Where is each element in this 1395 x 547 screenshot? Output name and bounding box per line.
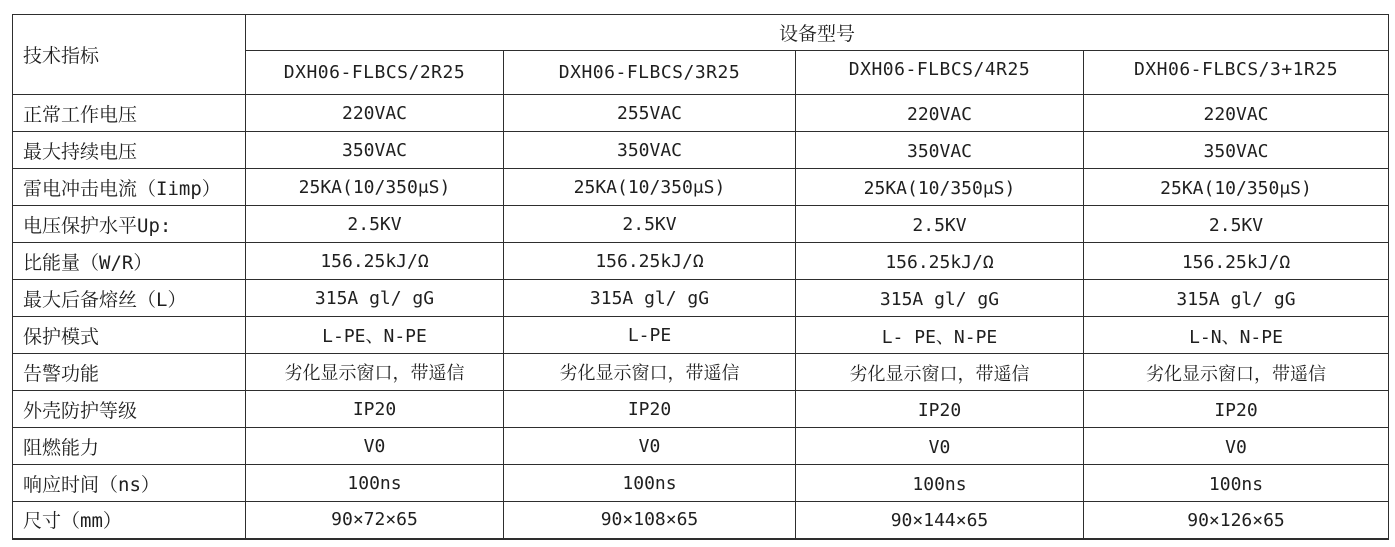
model-header-cell: DXH06-FLBCS/3R25: [504, 51, 796, 95]
spec-label-cell: 外壳防护等级: [13, 391, 246, 428]
spec-value-cell: 劣化显示窗口，带遥信: [504, 354, 796, 391]
spec-value-cell: 2.5KV: [1084, 206, 1389, 243]
spec-value-cell: 25KA(10/350μS): [796, 169, 1084, 206]
spec-label-cell: 正常工作电压: [13, 95, 246, 132]
spec-value-cell: IP20: [504, 391, 796, 428]
table-row: [13, 206, 1389, 243]
spec-value-cell: 劣化显示窗口，带遥信: [1084, 354, 1389, 391]
spec-value-cell: 350VAC: [504, 132, 796, 169]
spec-value-cell: V0: [504, 428, 796, 465]
spec-value-cell: L-PE、N-PE: [246, 317, 504, 354]
spec-value-cell: 220VAC: [1084, 95, 1389, 132]
spec-value-cell: 156.25kJ/Ω: [246, 243, 504, 280]
table-row: [13, 317, 1389, 354]
spec-value-cell: 315A gl/ gG: [504, 280, 796, 317]
spec-label-cell: 电压保护水平Up:: [13, 206, 246, 243]
spec-value-cell: 156.25kJ/Ω: [796, 243, 1084, 280]
spec-value-cell: 90×72×65: [246, 502, 504, 539]
table-row: [13, 502, 1389, 539]
spec-value-cell: 315A gl/ gG: [246, 280, 504, 317]
table-row: [13, 465, 1389, 502]
spec-value-cell: 90×144×65: [796, 502, 1084, 539]
spec-label-cell: 最大后备熔丝（L）: [13, 280, 246, 317]
spec-value-cell: 90×126×65: [1084, 502, 1389, 539]
header-group-row: [13, 15, 1389, 51]
spec-value-cell: 25KA(10/350μS): [504, 169, 796, 206]
spec-value-cell: 156.25kJ/Ω: [504, 243, 796, 280]
table-row: [13, 354, 1389, 391]
spec-value-cell: L-PE: [504, 317, 796, 354]
spec-value-cell: 350VAC: [246, 132, 504, 169]
spec-value-cell: IP20: [246, 391, 504, 428]
spec-table-container: [12, 14, 1389, 540]
spec-value-cell: 350VAC: [796, 132, 1084, 169]
spec-value-cell: IP20: [796, 391, 1084, 428]
spec-value-cell: L-N、N-PE: [1084, 317, 1389, 354]
spec-value-cell: 劣化显示窗口，带遥信: [796, 354, 1084, 391]
spec-value-cell: 90×108×65: [504, 502, 796, 539]
spec-value-cell: 100ns: [246, 465, 504, 502]
spec-value-cell: 2.5KV: [504, 206, 796, 243]
table-row: [13, 132, 1389, 169]
spec-value-cell: 315A gl/ gG: [1084, 280, 1389, 317]
table-row: [13, 95, 1389, 132]
table-row: [13, 280, 1389, 317]
spec-value-cell: 156.25kJ/Ω: [1084, 243, 1389, 280]
spec-label-cell: 响应时间（ns）: [13, 465, 246, 502]
group-header-cell: 设备型号: [246, 15, 1389, 51]
spec-value-cell: 劣化显示窗口，带遥信: [246, 354, 504, 391]
spec-value-cell: 255VAC: [504, 95, 796, 132]
spec-value-cell: 220VAC: [246, 95, 504, 132]
model-header-cell: DXH06-FLBCS/2R25: [246, 51, 504, 95]
spec-value-cell: 25KA(10/350μS): [1084, 169, 1389, 206]
spec-value-cell: 2.5KV: [246, 206, 504, 243]
spec-value-cell: 315A gl/ gG: [796, 280, 1084, 317]
spec-value-cell: 220VAC: [796, 95, 1084, 132]
spec-label-cell: 最大持续电压: [13, 132, 246, 169]
spec-value-cell: V0: [796, 428, 1084, 465]
table-row: [13, 428, 1389, 465]
spec-label-cell: 阻燃能力: [13, 428, 246, 465]
spec-label-cell: 比能量（W/R）: [13, 243, 246, 280]
spec-value-cell: 100ns: [796, 465, 1084, 502]
spec-value-cell: 25KA(10/350μS): [246, 169, 504, 206]
table-row: [13, 169, 1389, 206]
spec-value-cell: 100ns: [504, 465, 796, 502]
spec-label-cell: 保护模式: [13, 317, 246, 354]
spec-value-cell: IP20: [1084, 391, 1389, 428]
spec-value-cell: V0: [246, 428, 504, 465]
spec-label-cell: 告警功能: [13, 354, 246, 391]
spec-value-cell: 100ns: [1084, 465, 1389, 502]
spec-value-cell: L- PE、N-PE: [796, 317, 1084, 354]
table-row: [13, 243, 1389, 280]
table-row: [13, 391, 1389, 428]
spec-label-cell: 尺寸（mm）: [13, 502, 246, 539]
model-header-cell: DXH06-FLBCS/3+1R25: [1084, 51, 1389, 95]
corner-header-cell: 技术指标: [13, 15, 246, 95]
spec-value-cell: V0: [1084, 428, 1389, 465]
spec-value-cell: 2.5KV: [796, 206, 1084, 243]
spec-table: [12, 14, 1389, 540]
model-header-cell: DXH06-FLBCS/4R25: [796, 51, 1084, 95]
spec-value-cell: 350VAC: [1084, 132, 1389, 169]
spec-label-cell: 雷电冲击电流（Iimp）: [13, 169, 246, 206]
